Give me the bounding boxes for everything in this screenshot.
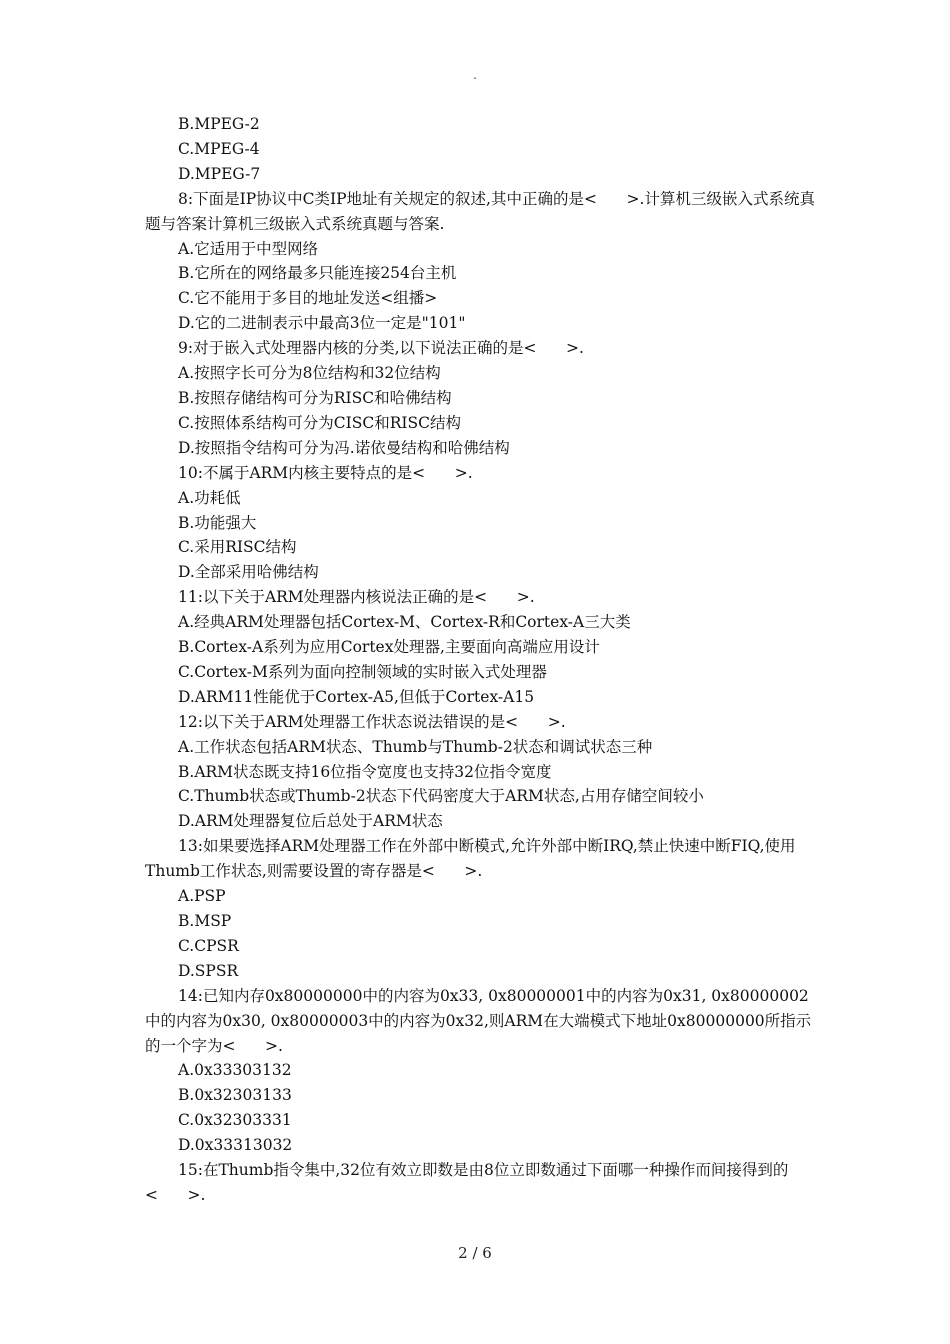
answer-option: C.MPEG-4 [178,139,260,158]
answer-option: A.功耗低 [178,488,241,507]
answer-option: D.0x33313032 [178,1136,293,1155]
answer-option: A.经典ARM处理器包括Cortex-M、Cortex-R和Cortex-A三大类 [178,613,631,632]
answer-option: D.它的二进制表示中最高3位一定是"101" [178,314,466,333]
answer-option: B.MPEG-2 [178,115,260,133]
answer-option: A.PSP [178,887,226,906]
answer-option: B.MSP [178,912,232,930]
header-mark: . [473,68,477,82]
question-stem: 14:已知内存0x80000000中的内容为0x33, 0x80000001中的内容为0x31, 0x80000002中的内容为0x30, 0x80000003中的内容为0x32,则ARM在大端模式下地址0x80000000所指示的一个字为< >. [145,986,812,1055]
answer-option: D.ARM处理器复位后总处于ARM状态 [178,812,443,831]
answer-option: C.采用RISC结构 [178,538,297,557]
question-stem: 10:不属于ARM内核主要特点的是< >. [178,463,473,482]
answer-option: A.它适用于中型网络 [178,239,319,258]
answer-option: C.CPSR [178,936,239,955]
question-stem: 12:以下关于ARM处理器工作状态说法错误的是< >. [178,712,566,731]
answer-option: A.按照字长可分为8位结构和32位结构 [178,364,441,383]
answer-option: C.Thumb状态或Thumb-2状态下代码密度大于ARM状态,占用存储空间较小 [178,787,704,806]
answer-option: C.0x32303331 [178,1111,292,1130]
answer-option: B.Cortex-A系列为应用Cortex处理器,主要面向高端应用设计 [178,638,600,657]
answer-option: B.功能强大 [178,513,257,532]
page-number: 2 / 6 [458,1244,492,1262]
answer-option: A.工作状态包括ARM状态、Thumb与Thumb-2状态和调试状态三种 [178,737,653,756]
answer-option: D.全部采用哈佛结构 [178,563,319,582]
answer-option: C.按照体系结构可分为CISC和RISC结构 [178,413,461,432]
answer-option: D.ARM11性能优于Cortex-A5,但低于Cortex-A15 [178,687,535,706]
document-body [145,112,815,1208]
answer-option: B.它所在的网络最多只能连接254台主机 [178,264,457,283]
answer-option: C.它不能用于多目的地址发送<组播> [178,289,438,308]
answer-option: D.SPSR [178,961,239,980]
question-stem: 11:以下关于ARM处理器内核说法正确的是< >. [178,588,535,607]
answer-option: D.MPEG-7 [178,164,261,183]
question-stem: 9:对于嵌入式处理器内核的分类,以下说法正确的是< >. [178,339,584,358]
answer-option: C.Cortex-M系列为面向控制领域的实时嵌入式处理器 [178,662,547,681]
answer-option: B.0x32303133 [178,1086,292,1105]
answer-option: D.按照指令结构可分为冯.诺依曼结构和哈佛结构 [178,438,510,457]
answer-option: A.0x33303132 [178,1061,292,1080]
question-stem: 15:在Thumb指令集中,32位有效立即数是由8位立即数通过下面哪一种操作而间接得到的< >. [145,1161,789,1204]
question-stem: 13:如果要选择ARM处理器工作在外部中断模式,允许外部中断IRQ,禁止快速中断FIQ,使用Thumb工作状态,则需要设置的寄存器是< >. [145,837,796,881]
answer-option: B.按照存储结构可分为RISC和哈佛结构 [178,388,452,407]
answer-option: B.ARM状态既支持16位指令宽度也支持32位指令宽度 [178,762,552,781]
question-stem: 8:下面是IP协议中C类IP地址有关规定的叙述,其中正确的是< >.计算机三级嵌入式系统真题与答案计算机三级嵌入式系统真题与答案. [145,189,815,233]
